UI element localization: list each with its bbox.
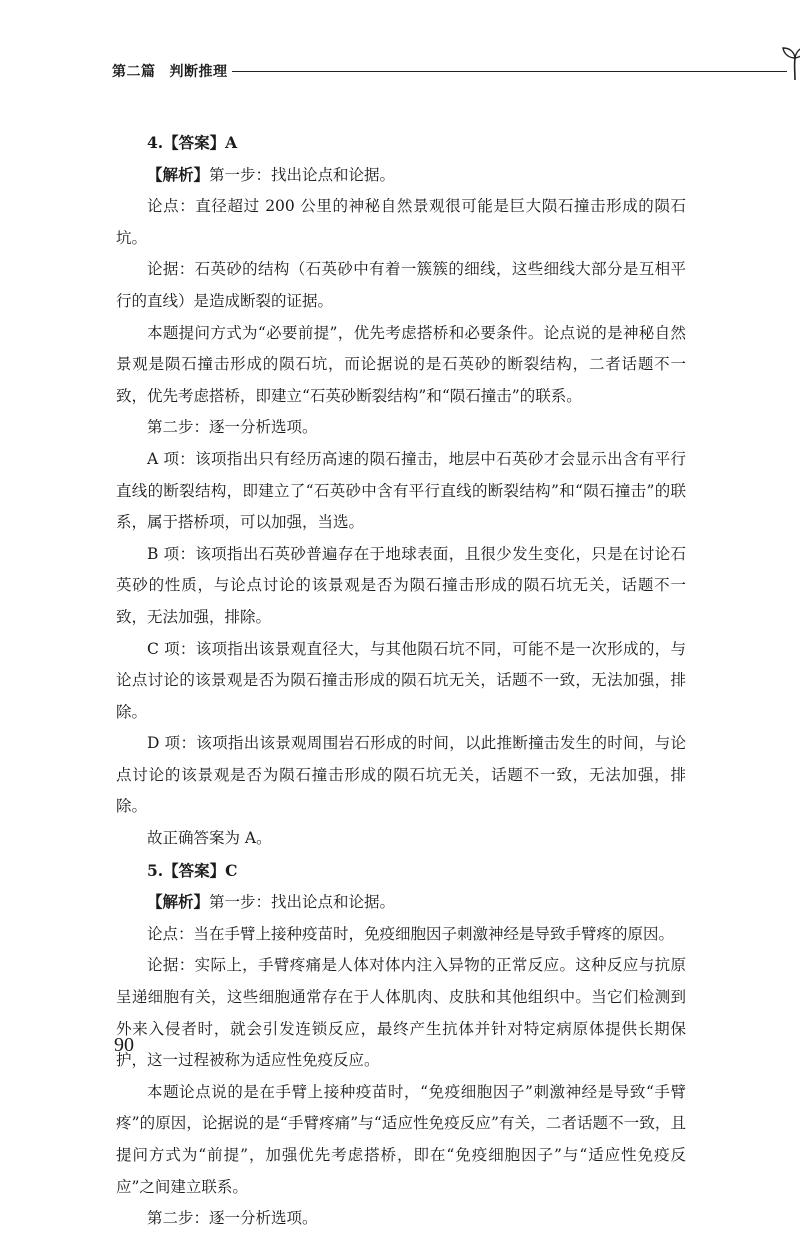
- q4-evidence: 论据：石英砂的结构（石英砂中有着一簇簇的细线，这些细线大部分是互相平行的直线）是造成断裂的证据。: [116, 260, 686, 310]
- section-label: 判断推理: [169, 64, 228, 80]
- q5-answer-label: 5.【答案】C: [147, 860, 238, 880]
- q4-option-a: A 项：该项指出只有经历高速的陨石撞击，地层中石英砂才会显示出含有平行直线的断裂结构，即建立了“石英砂中含有平行直线的断裂结构”和“陨石撞击”的联系，属于搭桥项，可以加强，当选。: [116, 449, 686, 532]
- analysis-tag: 【解析】: [147, 164, 210, 184]
- q5-evidence: 论据：实际上，手臂疼痛是人体对体内注入异物的正常反应。这种反应与抗原呈递细胞有关，这些细胞通常存在于人体肌肉、皮肤和其他组织中。当它们检测到外来入侵者时，就会引发连锁反应，最终产生抗体并针对特定病原体提供长期保护，这一过程被称为适应性免疫反应。: [116, 956, 686, 1070]
- answer-content: [116, 127, 686, 1235]
- sprout-icon: [780, 42, 800, 82]
- q4-option-b: B 项：该项指出石英砂普遍存在于地球表面，且很少发生变化，只是在讨论石英砂的性质，与论点讨论的该景观是否为陨石撞击形成的陨石坑无关，话题不一致，无法加强，排除。: [116, 544, 686, 626]
- q5-step2: 第二步：逐一分析选项。: [147, 1209, 318, 1228]
- q4-reasoning: 本题提问方式为“必要前提”，优先考虑搭桥和必要条件。论点说的是神秘自然景观是陨石撞击形成的陨石坑，而论据说的是石英砂的断裂结构，二者话题不一致，优先考虑搭桥，即建立“石英砂断裂结构”和“陨石撞击”的联系。: [116, 323, 686, 405]
- q4-answer-label: 4.【答案】A: [147, 133, 238, 152]
- chapter-label: 第二篇: [112, 64, 156, 80]
- analysis-tag: 【解析】: [147, 892, 210, 912]
- header-rule: [232, 71, 787, 72]
- header-title: [112, 61, 228, 81]
- q5-step1-text: 第一步：找出论点和论据。: [209, 893, 396, 912]
- q4-argument: 论点：直径超过 200 公里的神秘自然景观很可能是巨大陨石撞击形成的陨石坑。: [116, 197, 686, 247]
- page-number: 90: [114, 1034, 134, 1056]
- q5-argument: 论点：当在手臂上接种疫苗时，免疫细胞因子刺激神经是导致手臂疼的原因。: [147, 924, 675, 943]
- q4-step1-text: 第一步：找出论点和论据。: [209, 165, 396, 184]
- q4-step2: 第二步：逐一分析选项。: [147, 418, 318, 437]
- q4-conclusion: 故正确答案为 A。: [147, 829, 272, 848]
- q4-option-d: D 项：该项指出该景观周围岩石形成的时间，以此推断撞击发生的时间，与论点讨论的该景观是否为陨石撞击形成的陨石坑无关，话题不一致，无法加强，排除。: [116, 734, 686, 816]
- q5-reasoning: 本题论点说的是在手臂上接种疫苗时，“免疫细胞因子”刺激神经是导致“手臂疼”的原因，论据说的是“手臂疼痛”与“适应性免疫反应”有关，二者话题不一致，且提问方式为“前提”，加强优先考虑搭桥，即在“免疫细胞因子”与“适应性免疫反应”之间建立联系。: [116, 1082, 686, 1196]
- page-header: [112, 56, 702, 86]
- q4-option-c: C 项：该项指出该景观直径大，与其他陨石坑不同，可能不是一次形成的，与论点讨论的该景观是否为陨石撞击形成的陨石坑无关，话题不一致，无法加强，排除。: [116, 639, 686, 721]
- q4-step1: [116, 159, 686, 192]
- q5-step1: [116, 886, 686, 919]
